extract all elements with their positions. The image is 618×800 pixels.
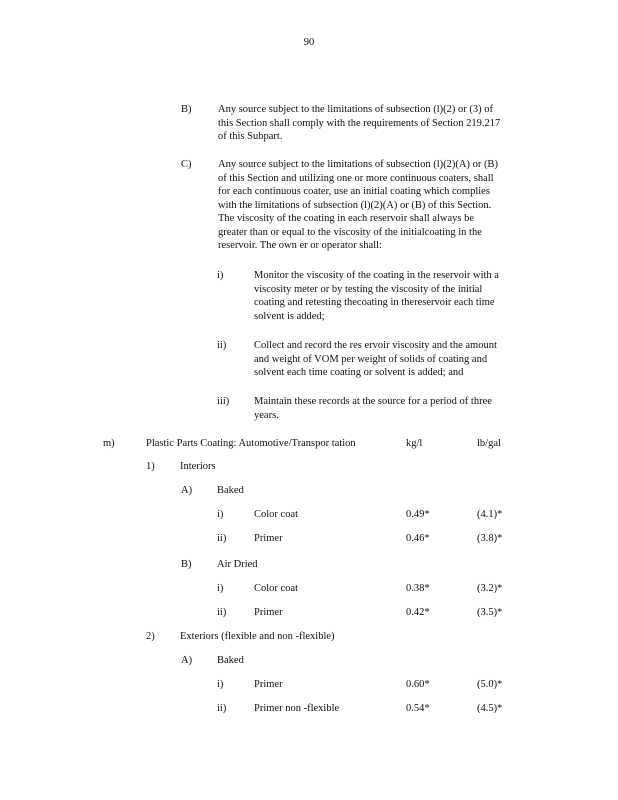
row-kg-value: 0.54* bbox=[406, 703, 430, 714]
text-line: Maintain these records at the source for a period of three bbox=[254, 396, 492, 407]
group-1-title: Interiors bbox=[180, 461, 216, 472]
text-line: The viscosity of the coating in each reservoir shall always be bbox=[218, 213, 474, 224]
subgroup-title: Baked bbox=[217, 655, 244, 666]
subgroup-title: Baked bbox=[217, 485, 244, 496]
row-label: i) bbox=[217, 679, 224, 690]
unit-kg-header: kg/l bbox=[406, 438, 423, 449]
text-line: solvent is added; bbox=[254, 310, 325, 322]
text-line: and weight of VOM per weight of solids of coating and bbox=[254, 353, 488, 365]
row-label: ii) bbox=[217, 533, 227, 544]
row-name: Primer bbox=[254, 607, 283, 618]
row-lb-value: (3.2)* bbox=[477, 583, 503, 594]
row-kg-value: 0.49* bbox=[406, 509, 430, 520]
row-lb-value: (3.5)* bbox=[477, 607, 503, 618]
page-number: 90 bbox=[303, 37, 315, 48]
row-name: Color coat bbox=[254, 583, 299, 594]
row-name: Color coat bbox=[254, 509, 299, 520]
item-c-text bbox=[218, 158, 532, 253]
row-name: Primer non -flexible bbox=[254, 703, 340, 714]
text-line: of this Section and utilizing one or more continuous coaters, shall bbox=[218, 172, 494, 184]
text-line: Collect and record the res ervoir viscosity and the amount bbox=[254, 340, 497, 351]
text-line: solvent each time coating or solvent is added; and bbox=[254, 367, 464, 378]
subgroup-label: A) bbox=[181, 655, 193, 666]
row-lb-value: (5.0)* bbox=[477, 679, 503, 690]
subitem-i-text bbox=[254, 269, 534, 323]
row-label: i) bbox=[217, 509, 224, 520]
unit-lb-header: lb/gal bbox=[477, 438, 501, 449]
text-line: Any source subject to the limitations of subsection (l)(2)(A) or (B) bbox=[218, 159, 498, 170]
subitem-iii-text bbox=[254, 395, 534, 422]
item-c-label: C) bbox=[181, 159, 192, 170]
text-line: Monitor the viscosity of the coating in the reservoir with a bbox=[254, 270, 499, 281]
row-label: ii) bbox=[217, 703, 227, 714]
subgroup-label: B) bbox=[181, 559, 192, 570]
row-name: Primer bbox=[254, 679, 283, 690]
section-m-label: m) bbox=[103, 438, 115, 449]
row-label: i) bbox=[217, 583, 224, 594]
group-1-label: 1) bbox=[146, 461, 155, 472]
text-line: for each continuous coater, use an initial coating which complies bbox=[218, 186, 490, 197]
text-line: with the limitations of subsection (l)(2)(A) or (B) of this Section. bbox=[218, 199, 492, 211]
text-line: Any source subject to the limitations of subsection (l)(2) or (3) of bbox=[218, 104, 493, 115]
text-line: greater than or equal to the viscosity of the initialcoating in the bbox=[218, 226, 482, 238]
text-line: of this Subpart. bbox=[218, 131, 283, 142]
subgroup-label: A) bbox=[181, 485, 193, 496]
subitem-ii-label: ii) bbox=[217, 340, 227, 351]
group-2-title: Exteriors (flexible and non -flexible) bbox=[180, 631, 335, 642]
row-kg-value: 0.60* bbox=[406, 679, 430, 690]
subitem-iii-label: iii) bbox=[217, 396, 230, 407]
row-name: Primer bbox=[254, 533, 283, 544]
subitem-i-label: i) bbox=[217, 270, 224, 281]
text-line: this Section shall comply with the requirements of Section 219.217 bbox=[218, 117, 501, 129]
row-kg-value: 0.46* bbox=[406, 533, 430, 544]
item-b-label: B) bbox=[181, 104, 192, 115]
subgroup-title: Air Dried bbox=[217, 559, 258, 570]
section-m-title: Plastic Parts Coating: Automotive/Transpor tation bbox=[146, 438, 356, 449]
row-lb-value: (4.5)* bbox=[477, 703, 503, 714]
row-label: ii) bbox=[217, 607, 227, 618]
text-line: viscosity meter or by testing the viscosity of the initial bbox=[254, 283, 483, 295]
group-2-label: 2) bbox=[146, 631, 155, 642]
row-lb-value: (3.8)* bbox=[477, 533, 503, 544]
row-kg-value: 0.38* bbox=[406, 583, 430, 594]
item-b-text bbox=[218, 103, 532, 144]
text-line: coating and retesting thecoating in thereservoir each time bbox=[254, 297, 495, 308]
row-lb-value: (4.1)* bbox=[477, 509, 503, 520]
text-line: years. bbox=[254, 409, 279, 421]
subitem-ii-text bbox=[254, 339, 534, 380]
row-kg-value: 0.42* bbox=[406, 607, 430, 618]
text-line: reservoir. The own er or operator shall: bbox=[218, 240, 382, 251]
